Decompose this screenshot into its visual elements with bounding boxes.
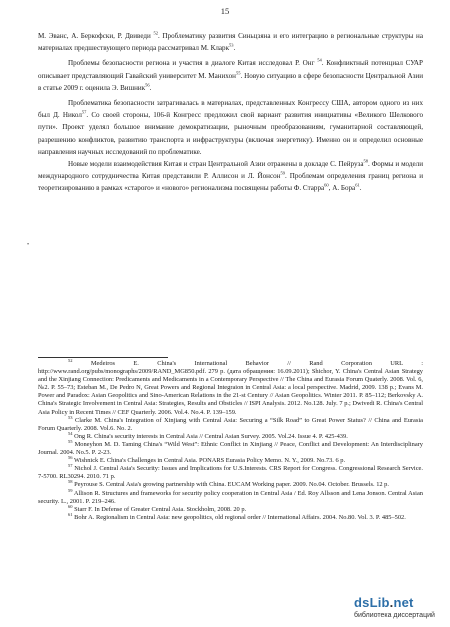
footnote: $^{54}$ Ong R. China's security interests in Central Asia // Central Asian Survey. 2005. Vol.24. Issue 4. P. 425-439. [68,430,348,440]
paragraph-3: Проблематика безопасности затрагивалась в материалах, представленных Конгрессу США, автором одного из них был Д. Никол$^{57}$. Со своей стороны, 106-й Конгресс предложил свой вариант развития инициативы «Великого Шелкового пути». Проект уделял большое внимание демократизации, рыночным преобразованиям, гуманитарной составляющей, разрешению конфликтов, развитию транспорта и инфраструктуры (включая энергетику). Именно он и определил основные направления научных исследований по проблематике. [38,99,424,156]
dslib-watermark[interactable] [354,595,440,623]
footnote: $^{61}$ Bohr A. Regionalism in Central Asia: new geopolitics, old regional order // International Affairs. 2004. No.80. Vol. 3. P. 485–502. [68,511,406,521]
paragraph-1: М. Эванс, А. Беркофски, Р. Двиведи $^{52}$. Проблематику развития Синьцзяна и его интеграцию в региональные структуры на материалах предшествующего периода рассматривал М. Кларк$^{53}$. [38,30,424,53]
margin-dot: • [27,242,30,248]
footnote: $^{53}$ Clarke M. China's Integration of Xinjiang with Central Asia: Securing a “Silk Road” to Great Power Status? // China and Eurasia Forum Quarterly. 2008. Vol.6. No. 2. [38,414,423,432]
footnotes [38,357,423,522]
paragraph-4: Новые модели взаимодействия Китая и стран Центральной Азии отражены в докладе С. Пейруза$^{58}$. Формы и модели международного сотрудничества Китая представили Р. Аллисон и Л. Йонсон$^{59}$. Проблемам определения границ региона и теоретизированию в рамках «старого» и «нового» регионализма посвящены работы Ф. Старра$^{60}$, А. Бора$^{61}$. [38,158,423,193]
paragraph-2: Проблемы безопасности региона и участия в диалоге Китая исследовал Р. Онг $^{54}$. Конфликтный потенциал СУАР описывает представляющий Гавайский университет М. Манихон$^{55}$. Новую ситуацию в сфере безопасности Центральной Азии в статье 2009 г. оценила Э. Вишник$^{56}$. [38,58,423,92]
footnote: $^{52}$ Medeiros E. China's International Behavior // Rand Corporation URL : http://www.rand.org/pubs/monographs/2009/RAND_MG850.pdf. 279 p. (дата обращения: 16.09.2011); Shichor, Y. China's Central Asian Strategy and the Xinjiang Connection: Predicaments and Medicaments in a Contemporary Perspective // The China and Eurasia Forum Quaterly. 2008. Vol. 6, №2. P. 55–73; Esteban M., De Pedro N, Great Powers and Regional Integraion in Central Asia: a local perspective. Madrid, 2009. 138 p.; Evans M. Power and Paradox: Asian Geopolitics and Sino-American Relations in the 21-st Century // Asian Geopolitics. Winter 2011. P. 85–112; Berkovsky A. China's Strategic Involvement in Central Asia: Strategies, Results and Obsticles // ISPI Analysis. 2012. No.128. July. 7 p.; Dwivedi R. China's Central Asia Policy in Recent Times // CEF Quarterly. 2006. Vol.4. No.4. P. 139–159. [38,357,423,416]
dslib-logo: dsLib.net [354,595,414,610]
dslib-subtitle: библиотека диссертаций [354,612,435,619]
footnote: $^{58}$ Peyrouse S. Central Asia's growing partnership with China. EUCAM Working paper. 2009. No.04. October. Brussels. 12 p. [68,479,389,489]
footnote: $^{60}$ Starr F. In Defense of Greater Central Asia. Stockholm, 2008. 20 p. [68,503,247,513]
body-text [38,30,423,195]
footnote: $^{56}$ Wishnick E. China's Challenges in Central Asia. PONARS Eurasia Policy Memo. N. Y., 2009. No.73. 6 p. [68,455,346,465]
footnote-separator [38,357,168,358]
footnote: $^{55}$ Moneyhon M. D. Taming China's “Wild West”: Ethnic Conflict in Xinjiang // Peace, Conflict and Development: An Interdisciplinary Journal. 2004. No.5. P. 2-23. [38,438,423,457]
footnote: $^{57}$ Nichol J. Central Asia's Security: Issues and Implications for U.S.Interests. CRS Report for Congress. Congressional Research Service. 7-5700. RL30294. 2010. 71 p. [38,463,423,481]
page-number: 15 [220,6,230,16]
footnote: $^{59}$ Allison R. Structures and frameworks for security policy cooperation in Central Asia / Ed. Roy Allsson and Lena Jonson. Central Asian security. L., 2001. P. 219–246. [38,487,423,505]
